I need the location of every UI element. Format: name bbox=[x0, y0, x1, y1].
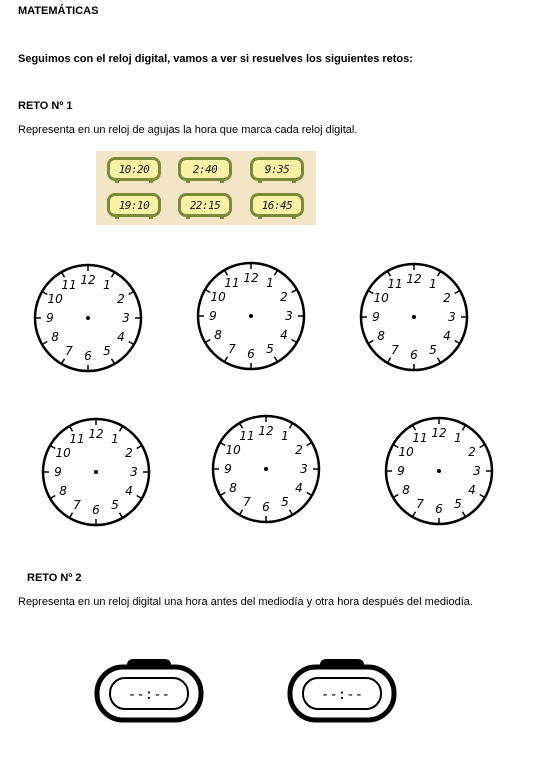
hour-number: 9 bbox=[397, 464, 405, 478]
hour-number: 1 bbox=[111, 432, 119, 447]
hour-number: 11 bbox=[61, 278, 77, 293]
clock-center-dot bbox=[249, 314, 253, 318]
hour-number: 9 bbox=[46, 311, 54, 325]
hour-number: 2 bbox=[117, 292, 125, 306]
digital-clocks-panel bbox=[96, 151, 316, 225]
analog-clock-6[interactable] bbox=[381, 413, 497, 529]
hour-number: 3 bbox=[285, 309, 293, 323]
digital-clock-5: 22:15 bbox=[178, 193, 232, 217]
hour-number: 12 bbox=[80, 273, 96, 287]
hour-number: 8 bbox=[59, 484, 67, 498]
hour-number: 8 bbox=[51, 330, 59, 344]
analog-clock-3[interactable] bbox=[356, 259, 472, 375]
hour-number: 2 bbox=[443, 291, 451, 305]
hour-number: 1 bbox=[103, 278, 111, 293]
hour-number: 4 bbox=[117, 330, 125, 344]
hour-number: 8 bbox=[229, 481, 237, 495]
hour-number: 6 bbox=[84, 349, 92, 363]
digital-clock-6: 16:45 bbox=[250, 193, 304, 217]
hour-number: 9 bbox=[209, 309, 217, 323]
hour-number: 2 bbox=[295, 443, 303, 457]
hour-number: 9 bbox=[54, 465, 62, 479]
hour-number: 3 bbox=[130, 465, 138, 479]
hour-number: 11 bbox=[224, 276, 240, 291]
analog-clock-5[interactable] bbox=[208, 411, 324, 527]
hour-number: 1 bbox=[281, 429, 289, 444]
hour-number: 11 bbox=[412, 431, 428, 446]
hour-number: 12 bbox=[431, 426, 447, 440]
hour-number: 7 bbox=[228, 341, 236, 356]
hour-number: 7 bbox=[391, 342, 399, 357]
hour-number: 9 bbox=[224, 462, 232, 476]
analog-clock-1[interactable] bbox=[30, 260, 146, 376]
hour-number: 12 bbox=[258, 424, 274, 438]
hour-number: 12 bbox=[406, 272, 422, 286]
reto1-heading: RETO Nº 1 bbox=[18, 100, 73, 112]
hour-number: 3 bbox=[473, 464, 481, 478]
hour-number: 5 bbox=[454, 496, 462, 511]
hour-number: 5 bbox=[111, 497, 119, 512]
hour-number: 4 bbox=[125, 484, 133, 498]
hour-number: 5 bbox=[266, 341, 274, 356]
hour-number: 8 bbox=[214, 328, 222, 342]
hour-number: 6 bbox=[247, 347, 255, 361]
hour-number: 10 bbox=[398, 445, 414, 459]
hour-number: 11 bbox=[387, 277, 403, 292]
hour-number: 2 bbox=[280, 290, 288, 304]
analog-clock-2[interactable] bbox=[193, 258, 309, 374]
hour-number: 2 bbox=[468, 445, 476, 459]
clock-display-text: --:-- bbox=[127, 687, 171, 703]
hour-number: 5 bbox=[281, 494, 289, 509]
clock-center-dot bbox=[412, 315, 416, 319]
hour-number: 7 bbox=[416, 496, 424, 511]
digital-clock-3: 9:35 bbox=[250, 157, 304, 181]
hour-number: 7 bbox=[73, 497, 81, 512]
digital-clock-4: 19:10 bbox=[107, 193, 161, 217]
hour-number: 6 bbox=[410, 348, 418, 362]
hour-number: 8 bbox=[377, 329, 385, 343]
blank-digital-clock-1[interactable] bbox=[94, 655, 204, 723]
hour-number: 5 bbox=[103, 343, 111, 358]
hour-number: 1 bbox=[429, 277, 437, 292]
analog-clock-4[interactable] bbox=[38, 414, 154, 530]
blank-digital-clock-2[interactable] bbox=[287, 655, 397, 723]
digital-clock-1: 10:20 bbox=[107, 157, 161, 181]
hour-number: 8 bbox=[402, 483, 410, 497]
hour-number: 1 bbox=[454, 431, 462, 446]
hour-number: 3 bbox=[448, 310, 456, 324]
hour-number: 10 bbox=[47, 292, 63, 306]
hour-number: 2 bbox=[125, 446, 133, 460]
clock-center-dot bbox=[437, 469, 441, 473]
hour-number: 4 bbox=[443, 329, 451, 343]
reto1-instruction: Representa en un reloj de agujas la hora que marca cada reloj digital. bbox=[18, 124, 358, 136]
digital-clock-2: 2:40 bbox=[178, 157, 232, 181]
hour-number: 11 bbox=[239, 429, 255, 444]
hour-number: 4 bbox=[295, 481, 303, 495]
clock-display-text: --:-- bbox=[320, 687, 364, 703]
hour-number: 10 bbox=[55, 446, 71, 460]
hour-number: 3 bbox=[122, 311, 130, 325]
hour-number: 10 bbox=[225, 443, 241, 457]
reto2-instruction: Representa en un reloj digital una hora antes del mediodía y otra hora después del mediodía. bbox=[18, 596, 473, 608]
hour-number: 7 bbox=[243, 494, 251, 509]
page-title: MATEMÁTICAS bbox=[18, 5, 99, 17]
hour-number: 12 bbox=[243, 271, 259, 285]
hour-number: 7 bbox=[65, 343, 73, 358]
hour-number: 10 bbox=[210, 290, 226, 304]
hour-number: 9 bbox=[372, 310, 380, 324]
intro-text: Seguimos con el reloj digital, vamos a ver si resuelves los siguientes retos: bbox=[18, 53, 413, 65]
clock-center-dot bbox=[94, 470, 98, 474]
clock-center-dot bbox=[86, 316, 90, 320]
hour-number: 3 bbox=[300, 462, 308, 476]
clock-center-dot bbox=[264, 467, 268, 471]
hour-number: 6 bbox=[435, 502, 443, 516]
hour-number: 4 bbox=[468, 483, 476, 497]
hour-number: 12 bbox=[88, 427, 104, 441]
reto2-heading: RETO Nº 2 bbox=[27, 572, 82, 584]
hour-number: 10 bbox=[373, 291, 389, 305]
hour-number: 4 bbox=[280, 328, 288, 342]
hour-number: 6 bbox=[92, 503, 100, 517]
hour-number: 6 bbox=[262, 500, 270, 514]
hour-number: 5 bbox=[429, 342, 437, 357]
hour-number: 1 bbox=[266, 276, 274, 291]
hour-number: 11 bbox=[69, 432, 85, 447]
